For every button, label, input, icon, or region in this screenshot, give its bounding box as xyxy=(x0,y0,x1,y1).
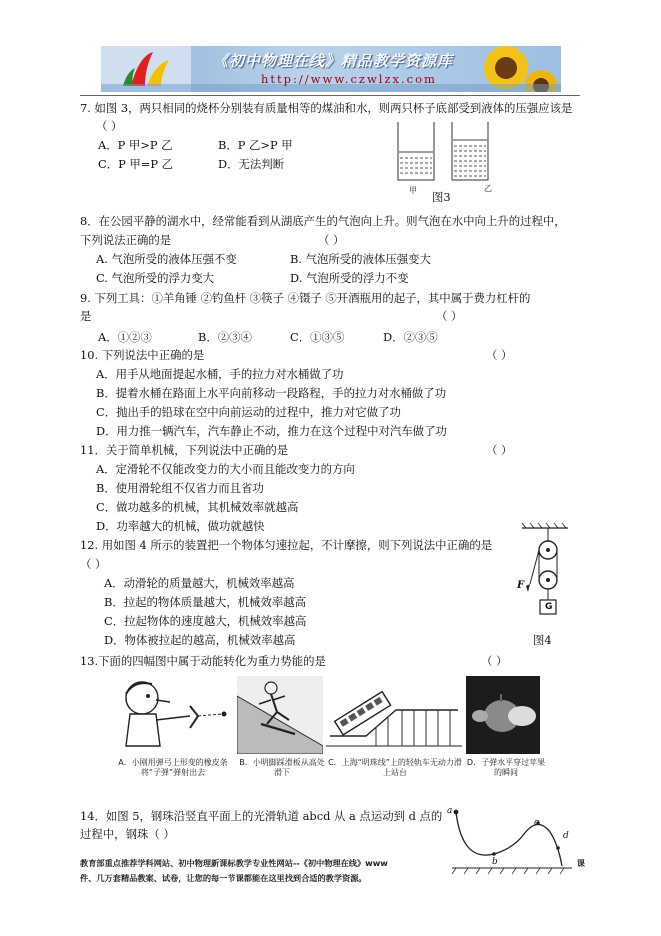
q12-stem: 12. 用如图 4 所示的装置把一个物体匀速拉起，不计摩擦，则下列说法中正确的是 xyxy=(80,538,493,552)
q14-line2: 过程中，钢珠（ ） xyxy=(80,827,175,841)
q9-line1: 9. 下列工具：①羊角锤 ②钓鱼杆 ③筷子 ④镊子 ⑤开酒瓶用的起子，其中属于费力杠杆的 xyxy=(80,291,531,305)
q7-blank: （ ） xyxy=(96,119,123,133)
q11-option-c: C．做功越多的机械，其机械效率就越高 xyxy=(96,500,299,514)
q9-blank: （ ） xyxy=(436,309,463,323)
q8-option-c: C. 气泡所受的浮力变大 xyxy=(96,271,215,285)
q11-stem: 11．关于简单机械，下列说法中正确的是 xyxy=(80,443,289,457)
banner-url[interactable]: http://www.czwlzx.com xyxy=(261,72,437,86)
q13-picture-a-slingshot xyxy=(112,676,234,754)
figure-5-label-d: d xyxy=(563,831,569,841)
q10-option-a: A．用手从地面提起水桶，手的拉力对水桶做了功 xyxy=(96,367,344,381)
q10-stem: 10. 下列说法中正确的是 xyxy=(80,348,205,362)
q8-line1: 8．在公园平静的湖水中，经常能看到从湖底产生的气泡向上升。则气泡在水中向上升的过程中， xyxy=(80,214,566,228)
q12-option-d: D．物体被拉起的越高，机械效率越高 xyxy=(104,633,296,647)
q13-caption-b: B．小明脚踩滑板从高处滑下 xyxy=(239,758,325,777)
q13-picture-d-apple-bullet xyxy=(466,676,540,754)
q8-blank: （ ） xyxy=(318,233,345,247)
footer-text-1: 教育部重点推荐学科网站、初中物理新课标教学专业性网站--《初中物理在线》www xyxy=(80,858,388,868)
figure-4-pulley xyxy=(508,522,574,626)
figure-3-beakers xyxy=(390,118,510,198)
q12-option-a: A．动滑轮的质量越大，机械效率越高 xyxy=(104,576,295,590)
q14-line1: 14．如图 5，钢珠沿竖直平面上的光滑轨道 abcd 从 a 点运动到 d 点的 xyxy=(80,809,443,823)
figure-5-label-c: c xyxy=(534,818,540,828)
site-banner xyxy=(101,46,561,92)
q12-blank: （ ） xyxy=(80,557,107,571)
q10-option-d: D．用力推一辆汽车，汽车静止不动，推力在这个过程中对汽车做了功 xyxy=(96,424,447,438)
q7-stem: 7. 如图 3，两只相同的烧杯分别装有质量相等的煤油和水，则两只杯子底部受到液体的压强应该是 xyxy=(80,101,573,115)
q13-stem: 13.下面的四幅图中属于动能转化为重力势能的是 xyxy=(80,654,326,668)
q13-caption-a: A．小刚用弹弓上形变的橡皮条将“子弹”弹射出去 xyxy=(118,758,228,777)
q11-option-d: D．功率越大的机械，做功就越快 xyxy=(96,519,265,533)
figure-4-caption: 图4 xyxy=(533,633,552,647)
figure-5-label-a: a xyxy=(447,806,453,816)
q13-picture-b-skateboard xyxy=(237,676,323,754)
figure-3-label-jia: 甲 xyxy=(409,186,417,195)
figure-5-label-b: b xyxy=(492,857,498,867)
q9-option-b: B．②③④ xyxy=(198,330,252,344)
q12-option-c: C．拉起物体的速度越大，机械效率越高 xyxy=(104,614,307,628)
q7-option-b: B．P 乙>P 甲 xyxy=(218,138,293,152)
figure-3-caption: 图3 xyxy=(432,190,451,204)
q7-option-d: D．无法判断 xyxy=(218,157,285,171)
q11-option-a: A．定滑轮不仅能改变力的大小而且能改变力的方向 xyxy=(96,462,355,476)
q10-option-c: C．抛出手的铅球在空中向前运动的过程中，推力对它做了功 xyxy=(96,405,401,419)
q11-blank: （ ） xyxy=(486,443,513,457)
q8-line2: 下列说法正确的是 xyxy=(80,233,172,247)
footer-text-2: 件、几万套精品教案、试卷，让您的每一节课都能在这里找到合适的教学资源。 xyxy=(80,873,367,883)
figure-4-force-label: F xyxy=(517,580,525,591)
header-rule xyxy=(80,95,580,96)
q12-option-b: B．拉起的物体质量越大，机械效率越高 xyxy=(104,595,307,609)
q13-picture-c-light-rail xyxy=(326,676,462,754)
q9-option-d: D．②③⑤ xyxy=(383,330,438,344)
figure-4-weight-label: G xyxy=(545,602,553,612)
q7-option-a: A．P 甲>P 乙 xyxy=(98,138,173,152)
q9-line2: 是 xyxy=(80,309,92,323)
q13-caption-c: C．上海“明珠线”上的轻轨车无动力滑上站台 xyxy=(328,758,462,777)
figure-3-label-yi: 乙 xyxy=(484,184,492,193)
q9-option-c: C．①③⑤ xyxy=(290,330,345,344)
q7-option-c: C．P 甲=P 乙 xyxy=(98,157,174,171)
q13-caption-d: D．子弹水平穿过苹果的瞬间 xyxy=(466,758,546,777)
q10-option-b: B．提着水桶在路面上水平向前移动一段路程，手的拉力对水桶做了功 xyxy=(96,386,447,400)
banner-title: 《初中物理在线》精品教学资源库 xyxy=(213,52,454,70)
q10-blank: （ ） xyxy=(486,348,513,362)
q8-option-d: D. 气泡所受的浮力不变 xyxy=(290,271,409,285)
q11-option-b: B．使用滑轮组不仅省力而且省功 xyxy=(96,481,264,495)
page-footer xyxy=(80,856,585,886)
footer-text-1-tail: 课 xyxy=(576,858,585,868)
q9-option-a: A．①②③ xyxy=(98,330,152,344)
q13-blank: （ ） xyxy=(481,654,508,668)
q8-option-b: B. 气泡所受的液体压强变大 xyxy=(290,252,431,266)
footer-line-1 xyxy=(80,856,585,871)
q8-option-a: A. 气泡所受的液体压强不变 xyxy=(96,252,237,266)
